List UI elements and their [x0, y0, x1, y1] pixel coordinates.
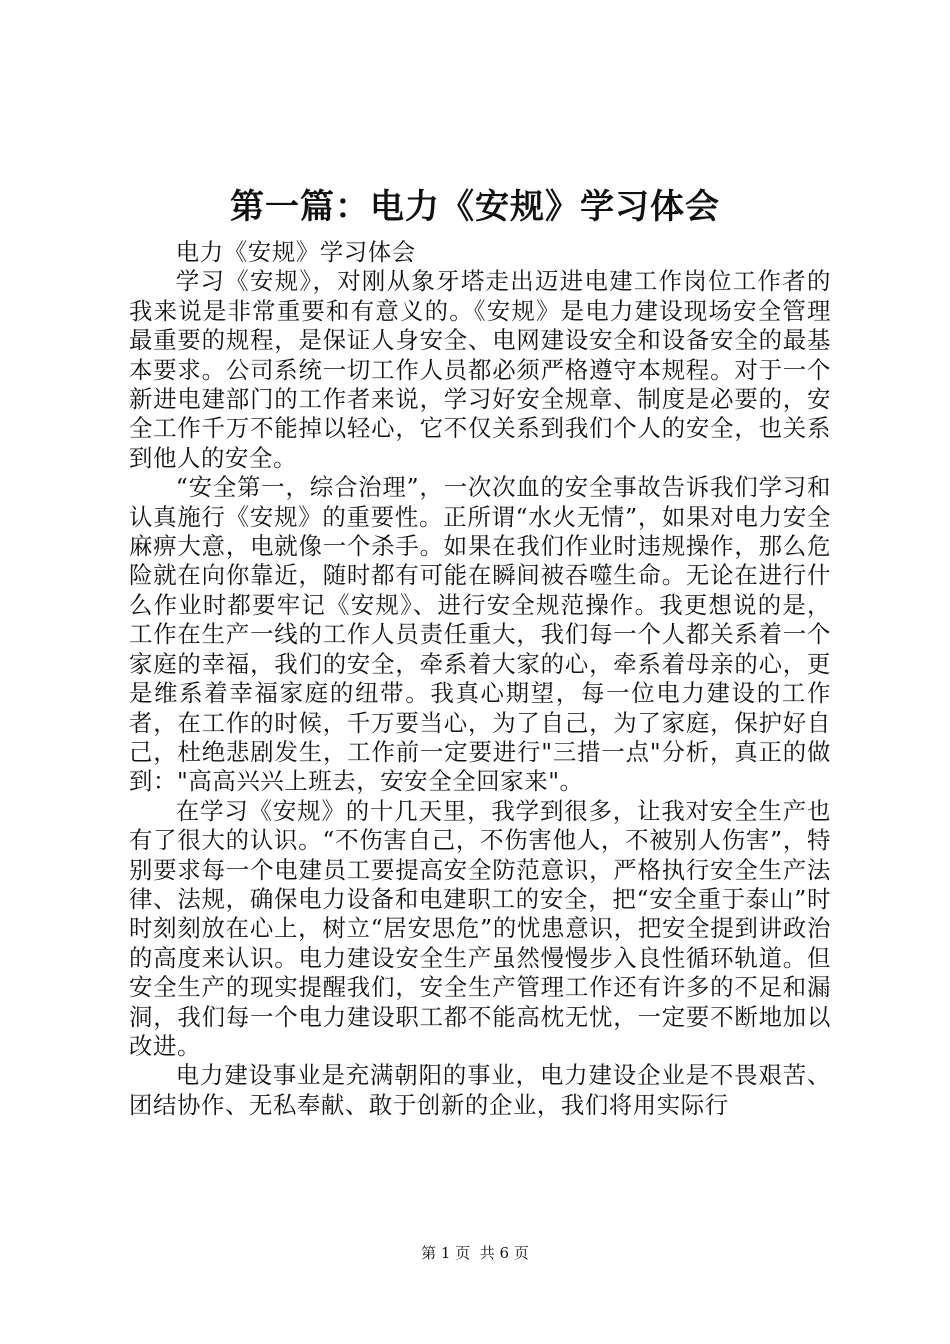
page-footer: [0, 1243, 950, 1263]
document-body: [129, 238, 831, 1120]
paragraph: 在学习《安规》的十几天里，我学到很多，让我对安全生产也有了很大的认识。“不伤害自己，不伤害他人，不被别人伤害”，特别要求每一个电建员工要提高安全防范意识，严格执行安全生产法律、法规，确保电力设备和电建职工的安全，把“安全重于泰山”时时刻刻放在心上，树立“居安思危”的忧患意识，把安全提到讲政治的高度来认识。电力建设安全生产虽然慢慢步入良性循环轨道。但安全生产的现实提醒我们，安全生产管理工作还有许多的不足和漏洞，我们每一个电力建设职工都不能高枕无忧，一定要不断地加以改进。: [129, 796, 831, 1060]
paragraph: 学习《安规》，对刚从象牙塔走出迈进电建工作岗位工作者的我来说是非常重要和有意义的。《安规》是电力建设现场安全管理最重要的规程，是保证人身安全、电网建设安全和设备安全的最基本要求。公司系统一切工作人员都必须严格遵守本规程。对于一个新进电建部门的工作者来说，学习好安全规章、制度是必要的，安全工作千万不能掉以轻心，它不仅关系到我们个人的安全，也关系到他人的安全。: [129, 267, 831, 472]
page-number: 第 1 页 共 6 页: [421, 1244, 529, 1262]
document-title: 第一篇：电力《安规》学习体会: [230, 187, 720, 227]
paragraph: “安全第一，综合治理”，一次次血的安全事故告诉我们学习和认真施行《安规》的重要性。正所谓“水火无情”，如果对电力安全麻痹大意，电就像一个杀手。如果在我们作业时违规操作，那么危险就在向你靠近，随时都有可能在瞬间被吞噬生命。无论在进行什么作业时都要牢记《安规》、进行安全规范操作。我更想说的是，工作在生产一线的工作人员责任重大，我们每一个人都关系着一个家庭的幸福，我们的安全，牵系着大家的心，牵系着母亲的心，更是维系着幸福家庭的纽带。我真心期望，每一位电力建设的工作者，在工作的时候，千万要当心，为了自己，为了家庭，保护好自己，杜绝悲剧发生，工作前一定要进行"三措一点"分析，真正的做到："高高兴兴上班去，安安全全回家来"。: [129, 473, 831, 796]
paragraph: 电力建设事业是充满朝阳的事业，电力建设企业是不畏艰苦、团结协作、无私奉献、敢于创新的企业，我们将用实际行: [129, 1061, 831, 1119]
paragraph-subtitle: 电力《安规》学习体会: [175, 238, 416, 266]
